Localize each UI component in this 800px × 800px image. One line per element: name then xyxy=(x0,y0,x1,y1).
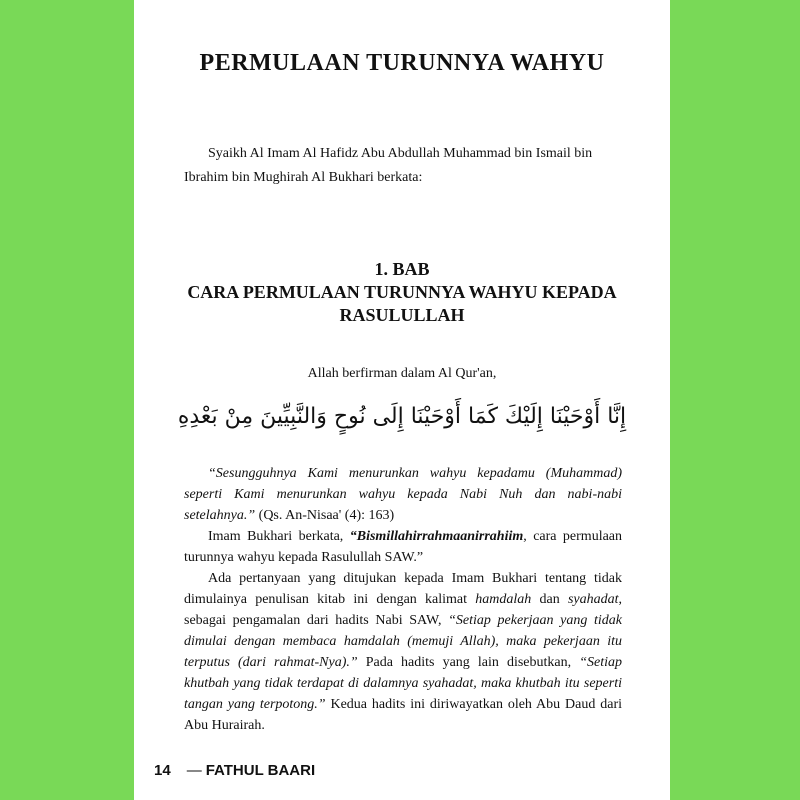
text-span: , cara permulaan turunnya wahyu kepada Rasulullah SAW.” xyxy=(184,529,623,565)
intro-paragraph xyxy=(184,142,622,190)
term-hamdalah: hamdalah xyxy=(475,592,532,607)
term-syahadat: syahadat xyxy=(567,592,619,607)
chapter-heading xyxy=(134,258,670,327)
page-title: PERMULAAN TURUNNYA WAHYU xyxy=(199,50,605,76)
paragraph-bukhari xyxy=(184,526,622,568)
verse-reference: (Qs. An-Nisaa' (4): 163) xyxy=(255,508,395,523)
chapter-title-line1: CARA PERMULAAN TURUNNYA WAHYU KEPADA xyxy=(187,282,617,302)
page-number: 14 xyxy=(154,762,171,779)
allah-line: Allah berfirman dalam Al Qur'an, xyxy=(307,366,497,381)
chapter-number: 1. BAB xyxy=(374,259,430,279)
text-span: dan xyxy=(531,592,568,607)
basmalah: “Bismillahirrahmaanirrahiim xyxy=(349,529,524,544)
hadith-quote-2: “Setiap khutbah yang tidak terdapat di dalamnya syahadat, maka khutbah itu seperti tangan yang terpotong.” xyxy=(184,655,622,712)
intro-text: Syaikh Al Imam Al Hafidz Abu Abdullah Muhammad bin Ismail bin Ibrahim bin Mughirah Al Bukhari berkata: xyxy=(184,146,593,185)
paragraph-question xyxy=(184,568,622,736)
book-title: FATHUL BAARI xyxy=(205,762,316,779)
text-span: Pada hadits yang lain disebutkan, xyxy=(357,655,580,670)
text-span: Kedua hadits ini diriwayatkan oleh Abu Daud dari Abu Hurairah. xyxy=(184,697,622,733)
page-footer xyxy=(154,762,315,779)
footer-dash: — xyxy=(186,762,202,779)
book-page xyxy=(134,0,670,800)
hadith-quote-1: “Setiap pekerjaan yang tidak dimulai dengan membaca hamdalah (memuji Allah), maka pekerjaan itu terputus (dari rahmat-Nya).” xyxy=(184,613,622,670)
text-span: Imam Bukhari berkata, xyxy=(208,529,350,544)
arabic-verse: إِنَّا أَوْحَيْنَا إِلَيْكَ كَمَا أَوْحَيْنَا إِلَى نُوحٍ وَالنَّبِيِّينَ مِنْ بَعْدِهِ xyxy=(177,404,627,429)
text-span: , sebagai pengamalan dari hadits Nabi SAW, xyxy=(184,592,622,628)
verse-translation: “Sesungguhnya Kami menurunkan wahyu kepadamu (Muhammad) seperti Kami menurunkan wahyu kepada Nabi Nuh dan nabi-nabi setelahnya.” xyxy=(184,466,622,523)
text-span: Ada pertanyaan yang ditujukan kepada Imam Bukhari tentang tidak dimulainya penulisan kitab ini dengan kalimat xyxy=(184,571,622,607)
chapter-title-line2: RASULULLAH xyxy=(339,305,465,325)
body-text xyxy=(184,463,622,736)
paragraph-quote xyxy=(184,463,622,526)
